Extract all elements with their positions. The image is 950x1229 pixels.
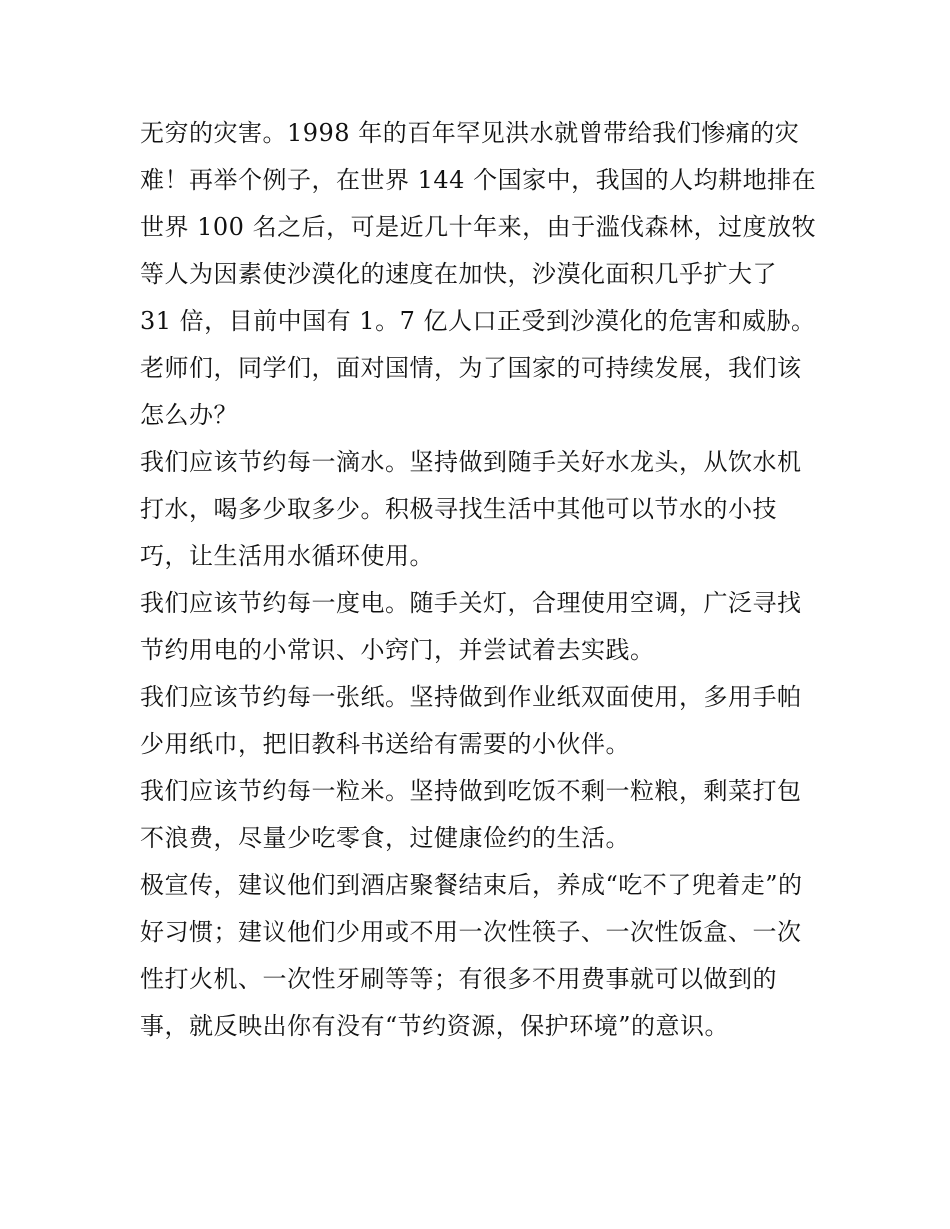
text-line: 性打火机、一次性牙刷等等；有很多不用费事就可以做到的 (140, 965, 777, 993)
paragraph-save-water (140, 439, 820, 580)
text-line: 打水，喝多少取多少。积极寻找生活中其他可以节水的小技 (140, 495, 777, 523)
text-line: 怎么办？ (140, 401, 238, 429)
text-line: 事，就反映出你有没有“节约资源，保护环境”的意识。 (140, 1012, 730, 1040)
paragraph-promotion (140, 862, 820, 1050)
text-line: 极宣传，建议他们到酒店聚餐结束后，养成“吃不了兜着走”的 (140, 871, 803, 899)
text-line: 我们应该节约每一粒米。坚持做到吃饭不剩一粒粮，剩菜打包 (140, 777, 802, 805)
paragraph-question (140, 345, 820, 439)
text-line: 老师们，同学们，面对国情，为了国家的可持续发展，我们该 (140, 354, 802, 382)
text-line: 世界 100 名之后，可是近几十年来，由于滥伐森林，过度放牧 (140, 213, 817, 241)
text-line: 我们应该节约每一度电。随手关灯，合理使用空调，广泛寻找 (140, 589, 802, 617)
text-line: 等人为因素使沙漠化的速度在加快，沙漠化面积几乎扩大了 (140, 260, 777, 288)
text-line: 31 倍，目前中国有 1。7 亿人口正受到沙漠化的危害和威胁。 (140, 307, 816, 335)
text-line: 好习惯；建议他们少用或不用一次性筷子、一次性饭盒、一次 (140, 918, 802, 946)
document-body (140, 110, 820, 1050)
paragraph-save-rice (140, 768, 820, 862)
text-line: 节约用电的小常识、小窍门，并尝试着去实践。 (140, 636, 655, 664)
text-line: 难！再举个例子，在世界 144 个国家中，我国的人均耕地排在 (140, 166, 817, 194)
paragraph-save-electricity (140, 580, 820, 674)
text-line: 我们应该节约每一滴水。坚持做到随手关好水龙头，从饮水机 (140, 448, 802, 476)
text-line: 少用纸巾，把旧教科书送给有需要的小伙伴。 (140, 730, 630, 758)
paragraph-disaster-facts (140, 110, 820, 345)
paragraph-save-paper (140, 674, 820, 768)
text-line: 无穷的灾害。1998 年的百年罕见洪水就曾带给我们惨痛的灾 (140, 119, 800, 147)
text-line: 我们应该节约每一张纸。坚持做到作业纸双面使用，多用手帕 (140, 683, 802, 711)
text-line: 巧，让生活用水循环使用。 (140, 542, 434, 570)
text-line: 不浪费，尽量少吃零食，过健康俭约的生活。 (140, 824, 630, 852)
